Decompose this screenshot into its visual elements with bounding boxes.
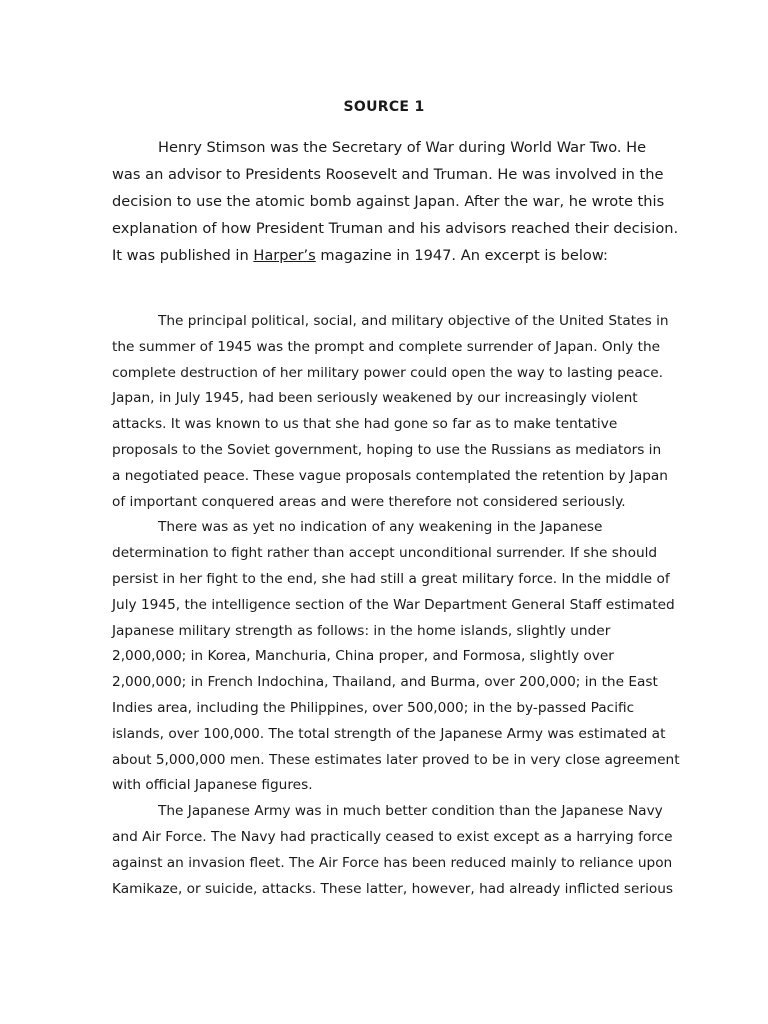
excerpt-line: determination to fight rather than accept unconditional surrender. If she should xyxy=(112,545,658,562)
intro-line: Henry Stimson was the Secretary of War during World War Two. He xyxy=(158,139,647,156)
excerpt-line: proposals to the Soviet government, hoping to use the Russians as mediators in xyxy=(112,441,662,458)
intro-text: It was published in xyxy=(112,247,254,264)
intro-paragraph xyxy=(112,134,679,269)
excerpt-line: with official Japanese figures. xyxy=(112,777,313,794)
excerpt-line: attacks. It was known to us that she had gone so far as to make tentative xyxy=(112,416,618,433)
excerpt-line: 2,000,000; in Korea, Manchuria, China proper, and Formosa, slightly over xyxy=(112,648,614,665)
excerpt-line: There was as yet no indication of any weakening in the Japanese xyxy=(158,519,603,536)
intro-line: decision to use the atomic bomb against Japan. After the war, he wrote this xyxy=(112,193,665,210)
excerpt-paragraph-2 xyxy=(112,515,680,799)
intro-line: explanation of how President Truman and his advisors reached their decision. xyxy=(112,220,679,237)
intro-line: was an advisor to Presidents Roosevelt and Truman. He was involved in the xyxy=(112,166,664,183)
excerpt-line: the summer of 1945 was the prompt and complete surrender of Japan. Only the xyxy=(112,338,661,355)
intro-text-tail: magazine in 1947. An excerpt is below: xyxy=(315,247,608,264)
intro-line-last xyxy=(112,242,647,269)
excerpt-paragraph-1 xyxy=(112,309,669,515)
excerpt-line: complete destruction of her military power could open the way to lasting peace. xyxy=(112,364,664,381)
excerpt xyxy=(112,309,680,902)
excerpt-line: The principal political, social, and military objective of the United States in xyxy=(158,313,669,329)
excerpt-line: persist in her fight to the end, she had still a great military force. In the middle of xyxy=(112,570,670,587)
excerpt-line: about 5,000,000 men. These estimates later proved to be in very close agreement xyxy=(112,751,680,768)
excerpt-line: The Japanese Army was in much better condition than the Japanese Navy xyxy=(158,803,663,820)
excerpt-line: a negotiated peace. These vague proposals contemplated the retention by Japan xyxy=(112,467,668,484)
excerpt-line: Japan, in July 1945, had been seriously weakened by our increasingly violent xyxy=(112,390,638,407)
excerpt-line: against an invasion fleet. The Air Force has been reduced mainly to reliance upon xyxy=(112,854,673,871)
excerpt-line: 2,000,000; in French Indochina, Thailand, and Burma, over 200,000; in the East xyxy=(112,674,658,691)
excerpt-line: and Air Force. The Navy had practically ceased to exist except as a harrying force xyxy=(112,828,673,845)
excerpt-line: July 1945, the intelligence section of the War Department General Staff estimated xyxy=(112,596,675,613)
excerpt-line: Japanese military strength as follows: in the home islands, slightly under xyxy=(112,622,611,639)
excerpt-line: Kamikaze, or suicide, attacks. These latter, however, had already inflicted serious xyxy=(112,880,674,897)
excerpt-paragraph-3 xyxy=(112,799,674,902)
excerpt-line: Indies area, including the Philippines, over 500,000; in the by-passed Pacific xyxy=(112,699,635,716)
excerpt-line: of important conquered areas and were therefore not considered seriously. xyxy=(112,493,626,510)
document-title: SOURCE 1 xyxy=(343,99,425,115)
excerpt-line: islands, over 100,000. The total strength of the Japanese Army was estimated at xyxy=(112,725,666,742)
magazine-name: Harper’s xyxy=(253,247,316,264)
